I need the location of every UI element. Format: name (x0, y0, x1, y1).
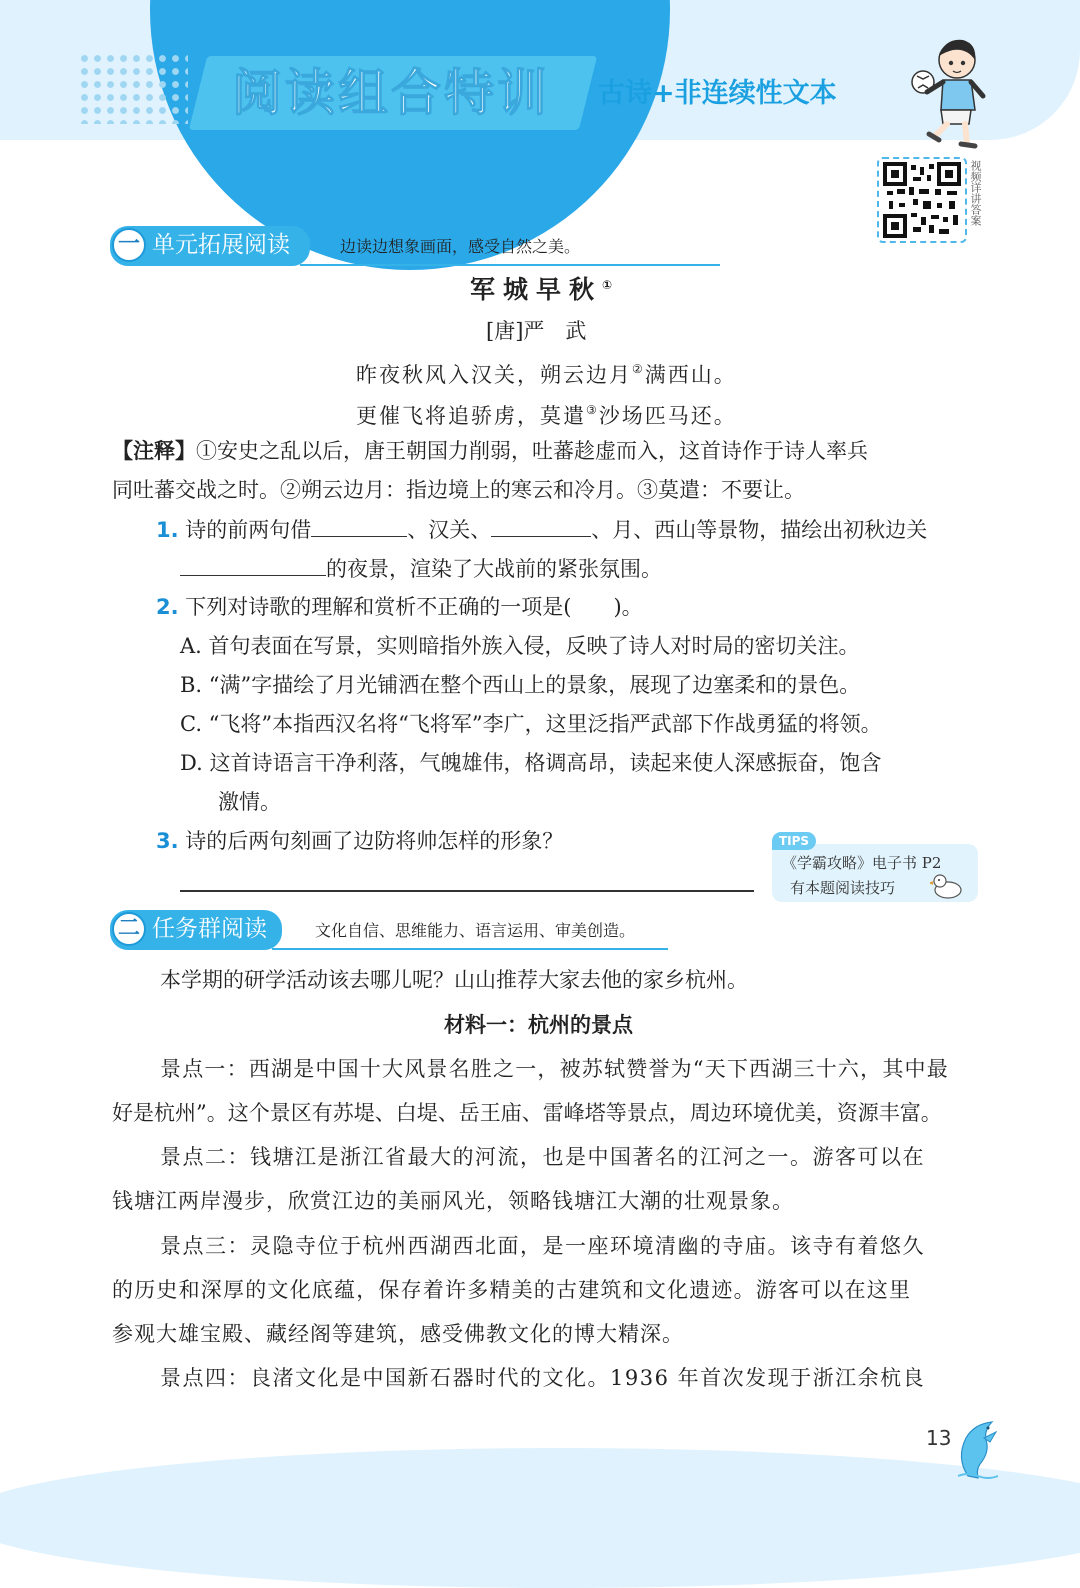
page-title: 阅读组合特训 (232, 64, 550, 122)
poem-line-2 (356, 395, 737, 431)
question-1-text-d: 的夜景，渲染了大战前的紧张氛围。 (326, 557, 662, 581)
answer-blank[interactable] (311, 514, 407, 537)
notes-text-1: ①安史之乱以后，唐王朝国力削弱，吐蕃趁虚而入，这首诗作于诗人率兵 (196, 439, 868, 463)
passage-p1-line-2: 好是杭州”。这个景区有苏堤、白堤、岳王庙、雷峰塔等景点，周边环境优美，资源丰富。 (112, 1101, 942, 1125)
section-underline (300, 264, 720, 266)
option-d-cont: 激情。 (218, 790, 281, 814)
footnote-mark-2: ② (632, 362, 645, 376)
notes-line-1 (112, 436, 868, 466)
header-dot-pattern (78, 52, 188, 124)
passage-p2-line-1: 景点二：钱塘江是浙江省最大的河流，也是中国著名的江河之一。游客可以在 (160, 1145, 925, 1169)
question-1-cont (180, 553, 662, 584)
option-d[interactable]: D. 这首诗语言干净利落，气魄雄伟，格调高昂，读起来使人深感振奋，饱含 (180, 751, 882, 775)
poem-line-1-b: 满西山。 (644, 363, 737, 387)
poem-author: [唐]严 武 (486, 319, 587, 343)
qr-code[interactable] (877, 157, 967, 243)
passage-p4-line-1: 景点四：良渚文化是中国新石器时代的文化。1936 年首次发现于浙江余杭良 (160, 1366, 926, 1390)
material-title: 材料一：杭州的景点 (444, 1013, 633, 1037)
poem-title (470, 270, 620, 306)
question-1-text-a: 诗的前两句借 (185, 518, 312, 542)
poem-line-2-b: 沙场匹马还。 (598, 404, 737, 428)
section-header-1 (110, 226, 630, 266)
section-note: 文化自信、思维能力、语言运用、审美创造。 (315, 921, 636, 940)
question-1-text-b: 、汉关、 (407, 518, 492, 542)
option-b[interactable]: B. “满”字描绘了月光铺洒在整个西山上的景象，展现了边塞柔和的景色。 (180, 673, 861, 697)
section-title: 任务群阅读 (152, 916, 267, 942)
footnote-mark-3: ③ (586, 403, 599, 417)
page-subtitle: 古诗+非连续性文本 (598, 78, 837, 109)
question-2 (156, 592, 643, 622)
section-header-2 (110, 910, 670, 950)
option-a[interactable]: A. 首句表面在写景，实则暗指外族入侵，反映了诗人对时局的密切关注。 (180, 634, 860, 658)
question-1-text-c: 、月、西山等景物，描绘出初秋边关 (591, 518, 928, 542)
section-number: 一 (112, 228, 146, 262)
answer-line[interactable] (180, 890, 754, 892)
tips-tag: TIPS (772, 832, 816, 850)
poem-line-1 (356, 354, 737, 390)
qr-code-label: 视频详讲答案 (969, 160, 982, 226)
notes-line-2: 同吐蕃交战之时。②朔云边月：指边境上的寒云和冷月。③莫遣：不要让。 (112, 478, 805, 502)
question-2-text: 下列对诗歌的理解和赏析不正确的一项是( )。 (185, 595, 643, 619)
poem-title-footnote-mark: ① (602, 278, 621, 292)
tips-line-1: 《学霸攻略》电子书 P2 (782, 854, 942, 872)
boy-mascot-illustration (905, 32, 995, 152)
section-number: 二 (112, 912, 146, 946)
question-1 (156, 514, 927, 545)
footer-band (0, 1448, 1080, 1588)
question-3-text: 诗的后两句刻画了边防将帅怎样的形象？ (185, 829, 564, 853)
question-2-number: 2. (156, 595, 179, 619)
section-note: 边读边想象画面，感受自然之美。 (340, 237, 581, 256)
poem-title-text: 军城早秋 (470, 275, 603, 304)
section-underline (272, 948, 668, 950)
notes-label: 【注释】 (112, 438, 196, 463)
answer-blank[interactable] (491, 514, 591, 537)
section-title: 单元拓展阅读 (152, 232, 290, 258)
passage-p3-line-3: 参观大雄宝殿、藏经阁等建筑，感受佛教文化的博大精深。 (112, 1322, 684, 1346)
page-number: 13 (926, 1426, 952, 1450)
passage-p2-line-2: 钱塘江两岸漫步，欣赏江边的美丽风光，领略钱塘江大潮的壮观景象。 (112, 1189, 794, 1213)
passage-p3-line-2: 的历史和深厚的文化底蕴，保存着许多精美的古建筑和文化遗迹。游客可以在这里 (112, 1278, 912, 1302)
dolphin-icon (948, 1418, 1004, 1480)
option-c[interactable]: C. “飞将”本指西汉名将“飞将军”李广，这里泛指严武部下作战勇猛的将领。 (180, 712, 882, 736)
passage-p3-line-1: 景点三：灵隐寺位于杭州西湖西北面，是一座环境清幽的寺庙。该寺有着悠久 (160, 1234, 925, 1258)
qr-code-pattern (879, 159, 965, 241)
poem-line-1-a: 昨夜秋风入汉关，朔云边月 (356, 363, 632, 387)
poem-line-2-a: 更催飞将追骄虏，莫遣 (356, 404, 586, 428)
question-1-number: 1. (156, 518, 179, 542)
passage-p1-line-1: 景点一：西湖是中国十大风景名胜之一，被苏轼赞誉为“天下西湖三十六，其中最 (160, 1057, 949, 1081)
duck-icon (930, 872, 964, 900)
tips-line-2: 有本题阅读技巧 (790, 879, 896, 897)
passage-intro: 本学期的研学活动该去哪儿呢？山山推荐大家去他的家乡杭州。 (160, 968, 748, 992)
question-3-number: 3. (156, 829, 179, 853)
question-3 (156, 826, 563, 856)
answer-blank[interactable] (180, 553, 326, 576)
